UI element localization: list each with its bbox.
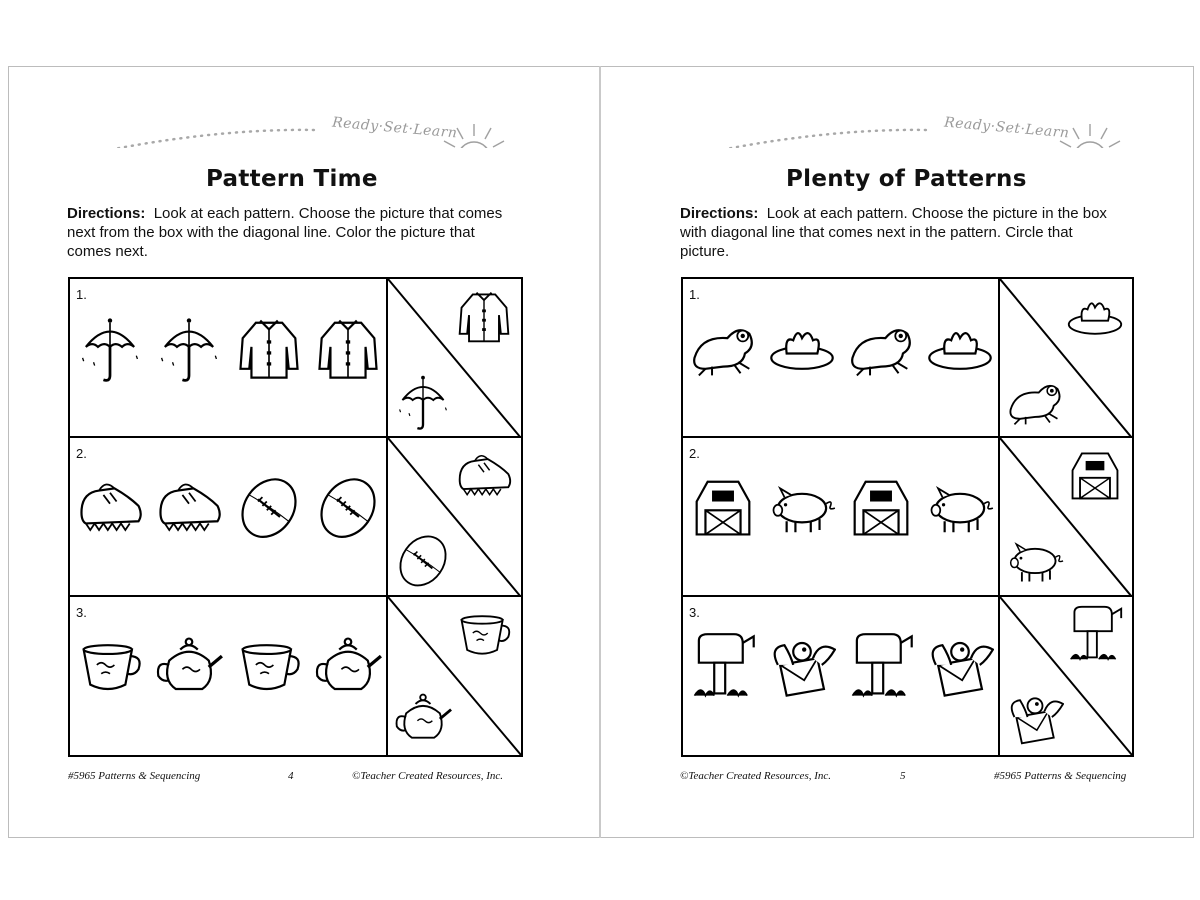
football-icon — [314, 473, 382, 546]
pattern-row-cell — [683, 438, 1000, 597]
pattern-grid — [68, 277, 523, 757]
football-icon[interactable] — [394, 531, 452, 594]
answer-choice-cell[interactable] — [1000, 279, 1132, 438]
teacup-icon — [235, 632, 303, 705]
bird-letter-icon — [926, 632, 994, 705]
dotted-arc-sun-decoration — [66, 48, 606, 148]
answer-choice-cell[interactable] — [1000, 438, 1132, 597]
dotted-arc-sun-decoration — [678, 48, 1200, 148]
footer-right: #5965 Patterns & Sequencing — [994, 770, 1127, 782]
row-number: 2. — [689, 446, 700, 461]
bird-letter-icon[interactable] — [1006, 689, 1064, 752]
footer-left: ©Teacher Created Resources, Inc. — [680, 770, 832, 782]
umbrella-icon[interactable] — [394, 372, 452, 435]
pig-icon — [768, 473, 836, 546]
mailbox-icon — [847, 632, 915, 705]
pattern-grid — [681, 277, 1134, 757]
coat-icon — [235, 314, 303, 387]
page-title: Plenty of Patterns — [786, 166, 1027, 192]
football-icon — [235, 473, 303, 546]
coat-icon[interactable] — [455, 287, 513, 350]
barn-icon — [847, 473, 915, 546]
sneaker-icon — [76, 473, 144, 546]
row-number: 3. — [689, 605, 700, 620]
teacup-icon — [76, 632, 144, 705]
row-number: 2. — [76, 446, 87, 461]
footer-page-number: 5 — [900, 770, 906, 782]
row-number: 1. — [689, 287, 700, 302]
footer-page-number: 4 — [288, 770, 294, 782]
brand-text: Ready·Set·Learn — [331, 114, 459, 142]
teacup-icon[interactable] — [455, 605, 513, 668]
page-title: Pattern Time — [206, 166, 378, 192]
lilypad-icon[interactable] — [1066, 287, 1124, 350]
answer-choice-cell[interactable] — [1000, 597, 1132, 755]
coat-icon — [314, 314, 382, 387]
pattern-row-cell — [70, 279, 388, 438]
lilypad-icon — [768, 314, 836, 387]
lilypad-icon — [926, 314, 994, 387]
sneaker-icon — [155, 473, 223, 546]
pattern-row-cell — [683, 597, 1000, 755]
directions-label: Directions: — [67, 205, 146, 222]
bird-letter-icon — [768, 632, 836, 705]
frog-icon — [847, 314, 915, 387]
teapot-icon — [155, 632, 223, 705]
frog-icon[interactable] — [1006, 372, 1064, 435]
footer-left: #5965 Patterns & Sequencing — [68, 770, 201, 782]
footer-right: ©Teacher Created Resources, Inc. — [352, 770, 504, 782]
book-spine — [599, 66, 601, 838]
umbrella-icon — [155, 314, 223, 387]
pattern-row-cell — [70, 597, 388, 755]
pattern-row-cell — [70, 438, 388, 597]
sneaker-icon[interactable] — [455, 446, 513, 509]
directions-label: Directions: — [680, 205, 759, 222]
mailbox-icon — [689, 632, 757, 705]
pig-icon — [926, 473, 994, 546]
answer-choice-cell[interactable] — [388, 438, 521, 597]
teapot-icon[interactable] — [394, 689, 452, 752]
brand-banner-right — [678, 48, 1200, 142]
pattern-row-cell — [683, 279, 1000, 438]
directions-text: Look at each pattern. Choose the picture in the box with diagonal line that comes next in the pattern. Circle that picture. — [680, 205, 1107, 260]
row-number: 1. — [76, 287, 87, 302]
umbrella-icon — [76, 314, 144, 387]
pig-icon[interactable] — [1006, 531, 1064, 594]
brand-banner-left — [66, 48, 606, 142]
row-number: 3. — [76, 605, 87, 620]
teapot-icon — [314, 632, 382, 705]
directions — [680, 204, 1120, 261]
barn-icon — [689, 473, 757, 546]
directions-text: Look at each pattern. Choose the picture that comes next from the box with the diagonal line. Color the picture that comes next. — [67, 205, 503, 260]
answer-choice-cell[interactable] — [388, 279, 521, 438]
frog-icon — [689, 314, 757, 387]
barn-icon[interactable] — [1066, 446, 1124, 509]
brand-text: Ready·Set·Learn — [943, 114, 1071, 142]
answer-choice-cell[interactable] — [388, 597, 521, 755]
mailbox-icon[interactable] — [1066, 605, 1124, 668]
directions — [67, 204, 507, 261]
